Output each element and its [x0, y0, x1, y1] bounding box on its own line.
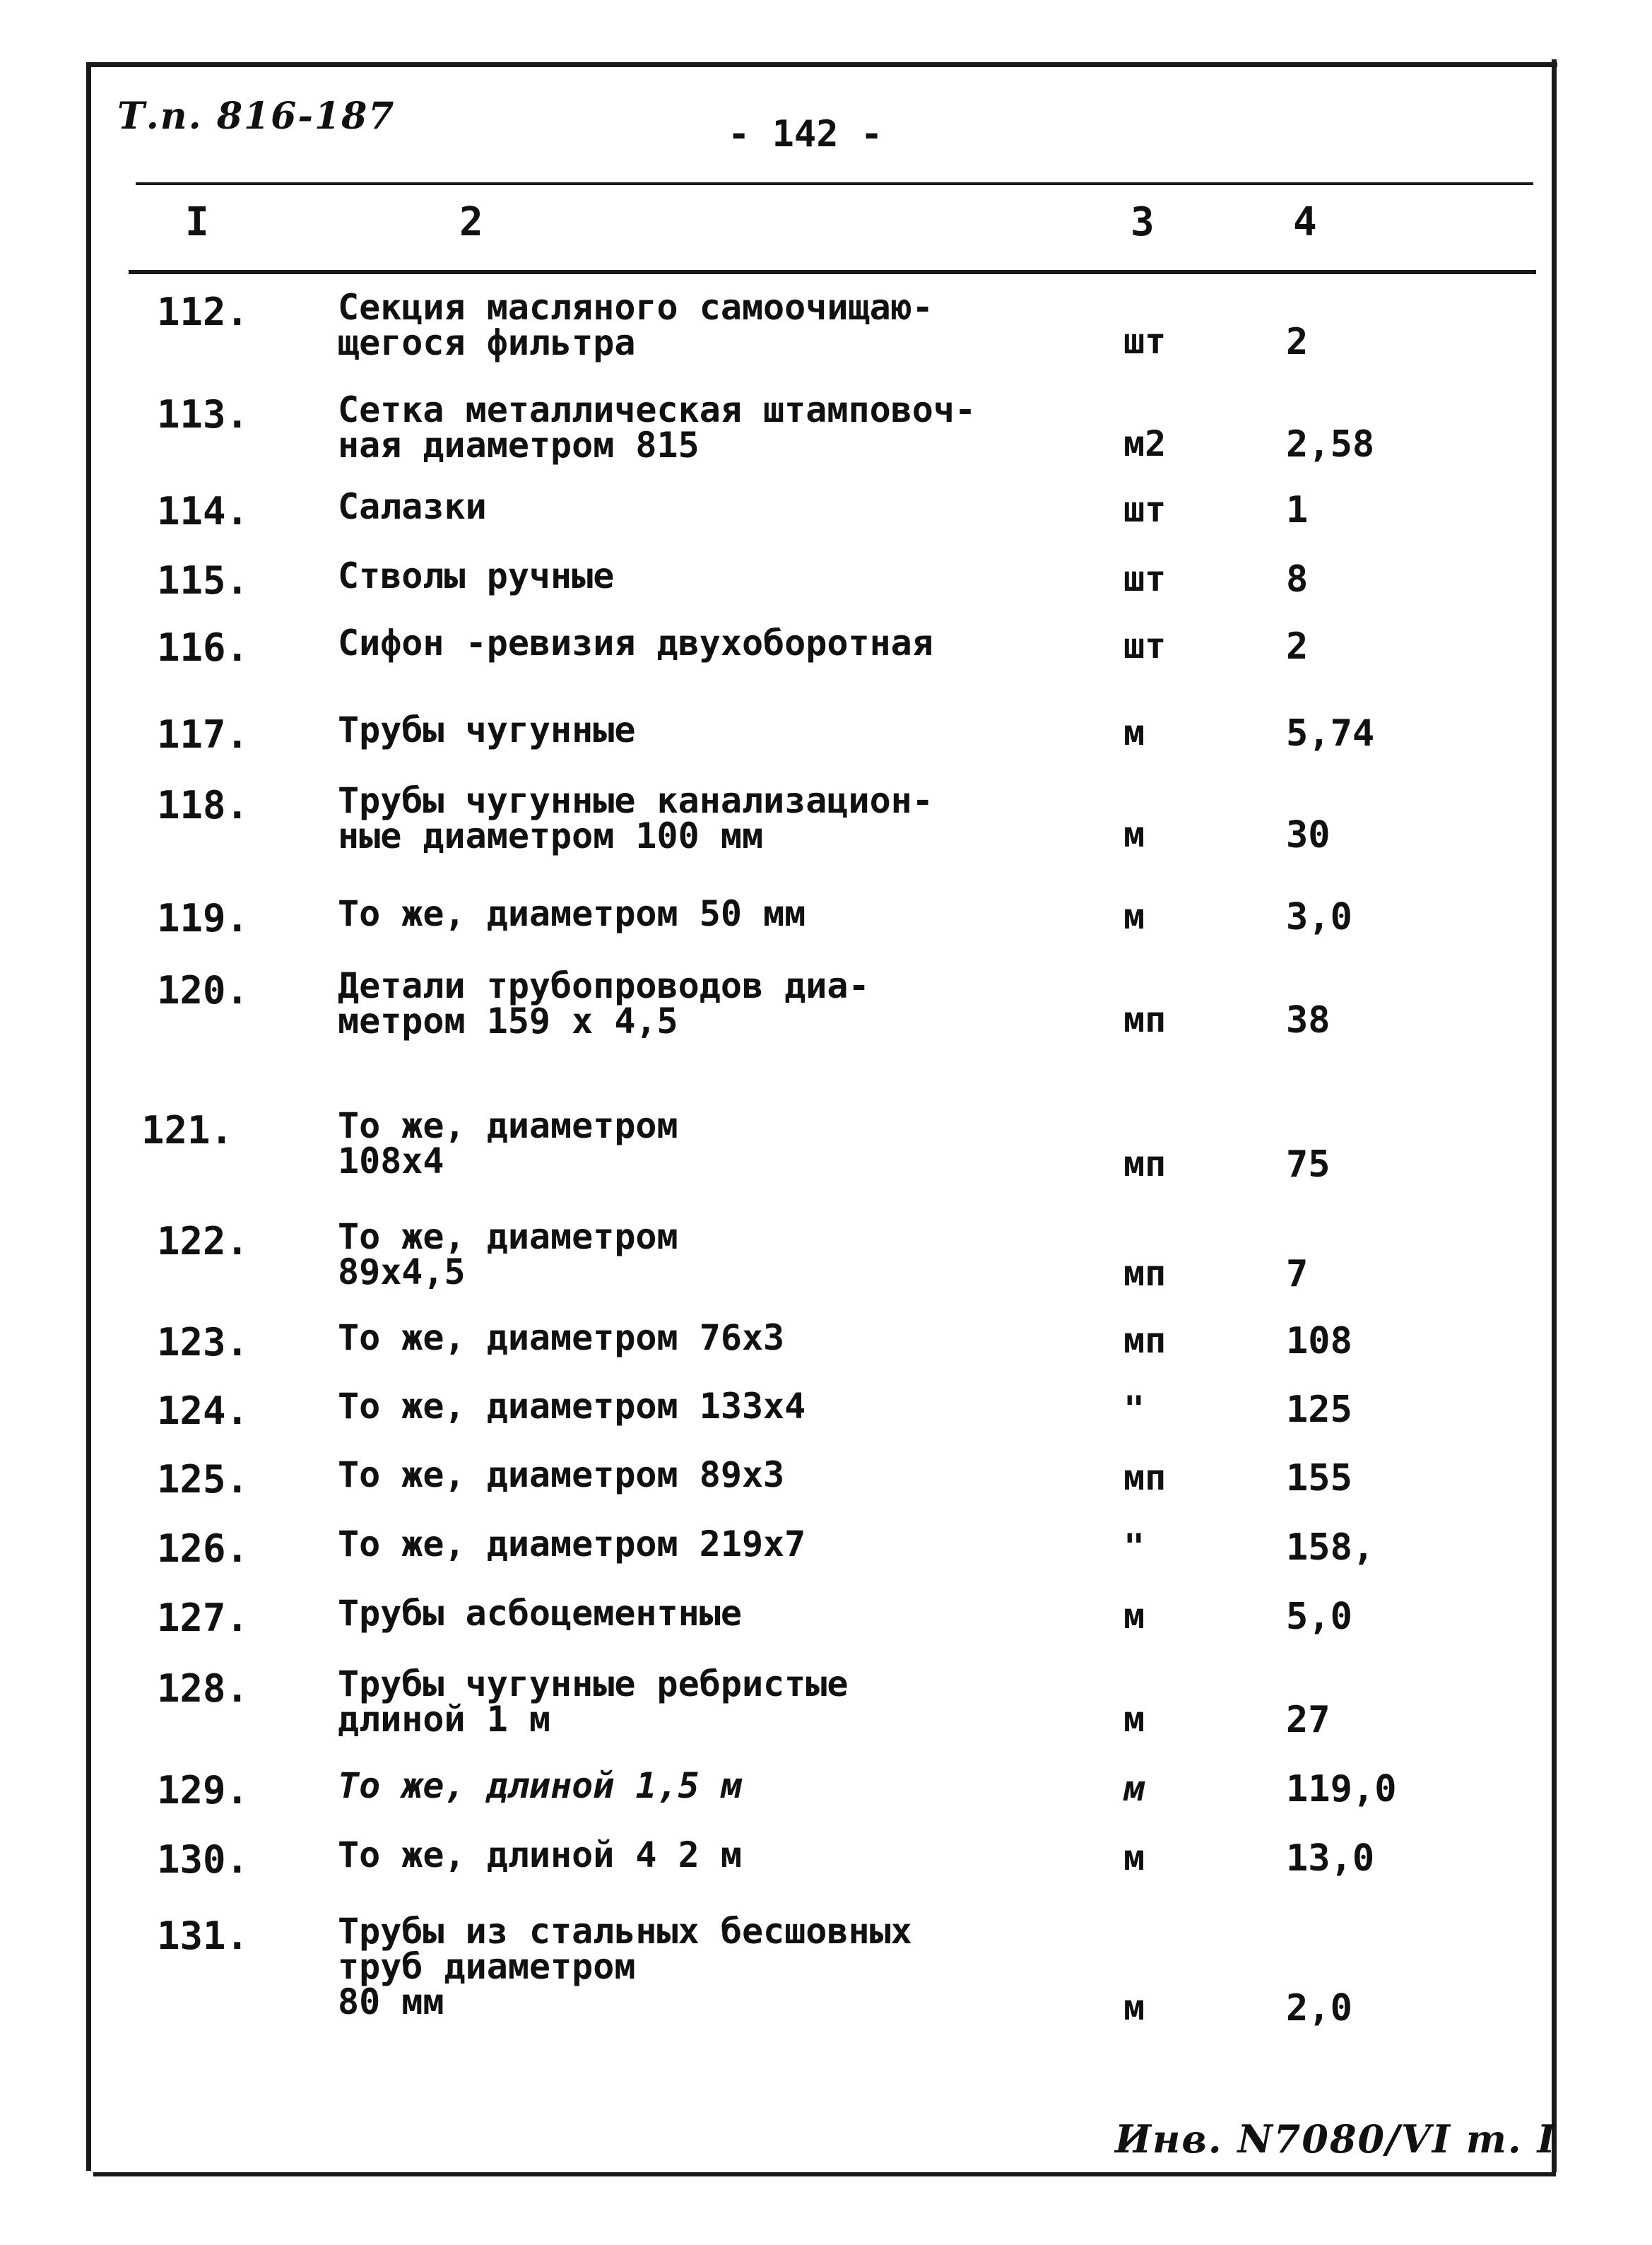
document-code: Т.п. 816-187: [117, 95, 396, 138]
row-qty: 1: [1286, 489, 1309, 531]
row-unit: мп: [1123, 1253, 1167, 1294]
row-number: 117.: [157, 712, 249, 757]
row-name: То же, диаметром 133х4: [338, 1386, 806, 1427]
row-qty: 158,: [1286, 1526, 1375, 1569]
row-name: То же, длиной 4 2 м: [338, 1834, 742, 1875]
row-qty: 155: [1286, 1457, 1352, 1499]
row-qty: 119,0: [1286, 1768, 1397, 1810]
row-name: То же, диаметром 76х3: [338, 1317, 785, 1358]
row-number: 127.: [157, 1596, 249, 1640]
row-unit: м2: [1123, 423, 1167, 464]
row-unit: м: [1123, 1837, 1145, 1878]
row-unit: шт: [1123, 321, 1167, 362]
row-number: 122.: [157, 1219, 249, 1263]
row-number: 114.: [157, 489, 249, 534]
row-name: Трубы чугунные: [338, 709, 636, 750]
row-number: 131.: [157, 1914, 249, 1958]
column-header-3: 3: [1131, 199, 1155, 245]
row-number: 130.: [157, 1837, 249, 1882]
row-qty: 2,0: [1286, 1987, 1352, 2029]
row-name: Трубы чугунные ребристые длиной 1 м: [338, 1663, 849, 1740]
row-qty: 5,74: [1286, 712, 1375, 755]
frame-left-border: [86, 64, 91, 2171]
row-unit: шт: [1123, 625, 1167, 666]
row-qty: 75: [1286, 1143, 1331, 1186]
row-unit: м: [1123, 1699, 1145, 1740]
row-number: 120.: [157, 968, 249, 1013]
row-name: Детали трубопроводов диа- метром 159 х 4,5: [338, 965, 870, 1042]
table-top-rule: [136, 182, 1533, 185]
row-number: 123.: [157, 1320, 249, 1365]
row-unit: м: [1123, 1987, 1145, 2028]
frame-bottom-border: [93, 2172, 1556, 2176]
row-unit: шт: [1123, 558, 1167, 599]
row-name: Трубы асбоцементные: [338, 1593, 742, 1634]
row-unit: мп: [1123, 1320, 1167, 1361]
row-unit: м: [1123, 814, 1145, 855]
row-name: То же, диаметром 219х7: [338, 1524, 806, 1565]
row-number: 126.: [157, 1526, 249, 1571]
table-header-rule: [129, 270, 1536, 274]
row-name: Сифон -ревизия двухоборотная: [338, 623, 933, 664]
row-qty: 13,0: [1286, 1837, 1375, 1880]
row-name: То же, диаметром 50 мм: [338, 893, 806, 934]
row-number: 129.: [157, 1768, 249, 1813]
frame-top-border: [86, 62, 1557, 67]
row-qty: 38: [1286, 999, 1331, 1042]
row-number: 118.: [157, 783, 249, 827]
column-header-1: I: [185, 199, 209, 245]
row-unit: м: [1123, 896, 1145, 937]
row-qty: 2,58: [1286, 423, 1375, 466]
row-qty: 7: [1286, 1253, 1309, 1295]
row-qty: 8: [1286, 558, 1309, 601]
row-qty: 30: [1286, 814, 1331, 856]
row-unit: м: [1123, 1768, 1145, 1809]
row-qty: 5,0: [1286, 1596, 1352, 1638]
row-number: 128.: [157, 1666, 249, 1711]
row-name: То же, диаметром 89х3: [338, 1454, 785, 1495]
row-unit: м: [1123, 1596, 1145, 1637]
row-number: 115.: [157, 558, 249, 603]
row-number: 116.: [157, 625, 249, 670]
row-name: Сетка металлическая штамповоч- ная диаметром 815: [338, 389, 977, 466]
row-qty: 27: [1286, 1699, 1331, 1741]
row-unit: мп: [1123, 999, 1167, 1040]
row-number: 119.: [157, 896, 249, 941]
row-name: То же, длиной 1,5 м: [338, 1765, 742, 1806]
row-unit: м: [1123, 712, 1145, 753]
row-number: 125.: [157, 1457, 249, 1502]
page-number: - 142 -: [728, 113, 883, 155]
row-name: Трубы чугунные канализацион- ные диаметром 100 мм: [338, 780, 933, 856]
row-unit: мп: [1123, 1457, 1167, 1498]
row-unit: ": [1123, 1526, 1145, 1567]
row-unit: мп: [1123, 1143, 1167, 1184]
row-qty: 125: [1286, 1389, 1352, 1431]
row-qty: 108: [1286, 1320, 1352, 1362]
row-qty: 3,0: [1286, 896, 1352, 938]
row-number: 121.: [141, 1108, 234, 1153]
row-name: Стволы ручные: [338, 555, 615, 596]
row-unit: шт: [1123, 489, 1167, 530]
row-name: Салазки: [338, 486, 487, 527]
inventory-note: Инв. N7080/VI т. I: [1115, 2116, 1557, 2162]
row-number: 112.: [157, 290, 249, 334]
row-qty: 2: [1286, 321, 1309, 363]
row-number: 124.: [157, 1389, 249, 1433]
frame-right-border: [1552, 59, 1557, 2172]
row-qty: 2: [1286, 625, 1309, 668]
row-name: То же, диаметром 89х4,5: [338, 1216, 678, 1292]
row-name: То же, диаметром 108х4: [338, 1105, 678, 1182]
row-number: 113.: [157, 392, 249, 437]
row-unit: ": [1123, 1389, 1145, 1430]
column-header-4: 4: [1293, 199, 1317, 245]
column-header-2: 2: [459, 199, 483, 245]
row-name: Трубы из стальных бесшовных труб диаметром 80 мм: [338, 1911, 912, 2022]
row-name: Секция масляного самоочищаю- щегося фильтра: [338, 287, 933, 363]
